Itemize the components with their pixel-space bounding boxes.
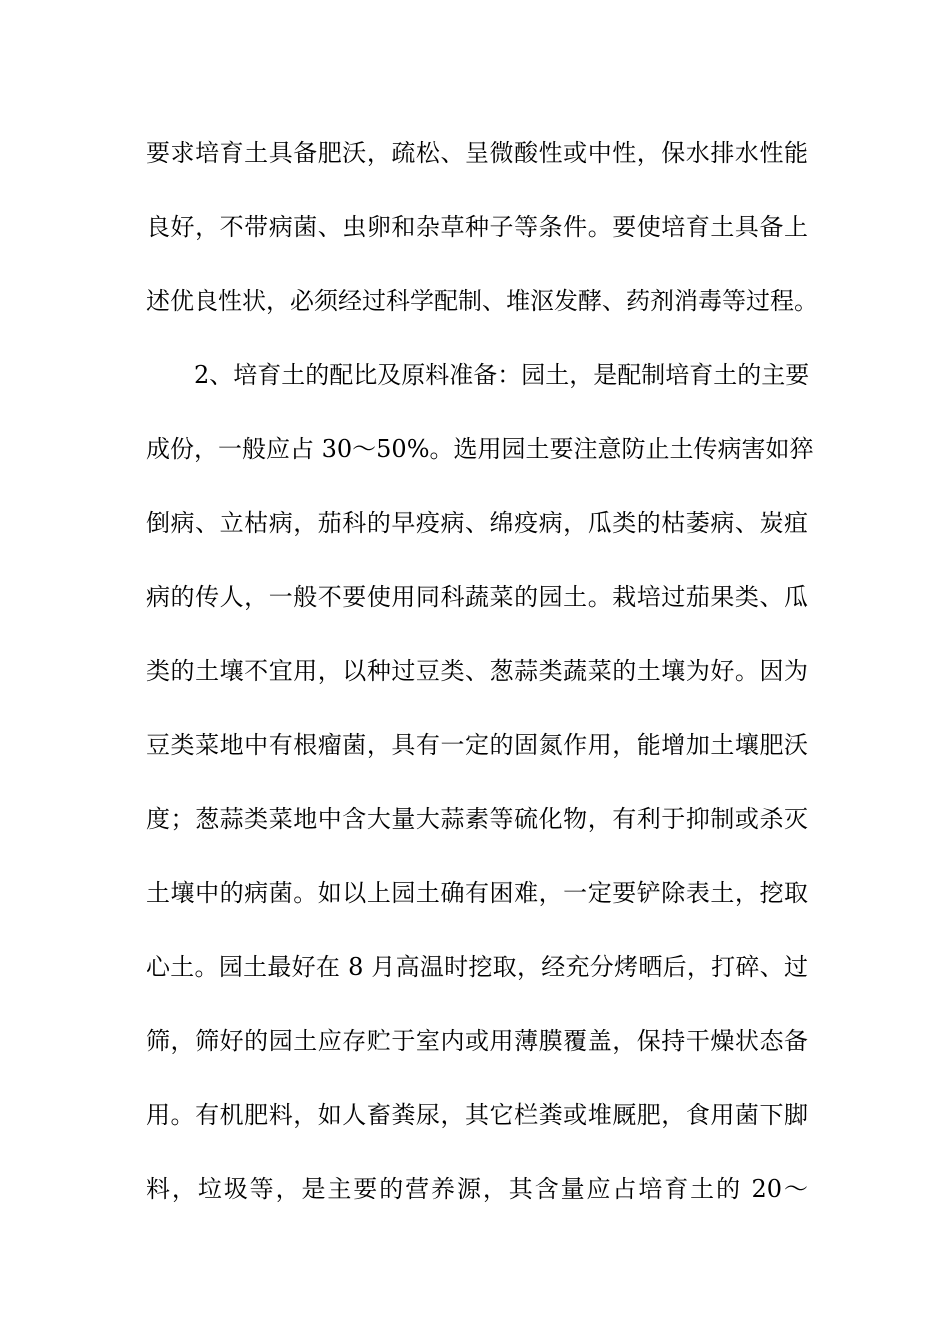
text-line: 2、培育土的配比及原料准备：园土，是配制培育土的主要 xyxy=(194,361,810,389)
text-line: 倒病、立枯病，茄科的早疫病、绵疫病，瓜类的枯萎病、炭疽 xyxy=(146,509,808,537)
text-line: 成份，一般应占 30～50%。选用园土要注意防止土传病害如猝 xyxy=(146,435,814,463)
text-line: 筛，筛好的园土应存贮于室内或用薄膜覆盖，保持干燥状态备 xyxy=(146,1027,808,1055)
text-line: 用。有机肥料，如人畜粪尿，其它栏粪或堆厩肥，食用菌下脚 xyxy=(146,1101,808,1129)
text-line: 病的传人，一般不要使用同科蔬菜的园土。栽培过茄果类、瓜 xyxy=(146,583,808,611)
text-line: 度；葱蒜类菜地中含大量大蒜素等硫化物，有利于抑制或杀灭 xyxy=(146,805,808,833)
text-line: 豆类菜地中有根瘤菌，具有一定的固氮作用，能增加土壤肥沃 xyxy=(146,731,808,759)
body-text xyxy=(146,128,818,1238)
text-line: 述优良性状，必须经过科学配制、堆沤发酵、药剂消毒等过程。 xyxy=(146,287,818,315)
text-line: 良好，不带病菌、虫卵和杂草种子等条件。要使培育土具备上 xyxy=(146,213,808,241)
text-line: 要求培育土具备肥沃，疏松、呈微酸性或中性，保水排水性能 xyxy=(146,139,808,167)
text-line: 料，垃圾等，是主要的营养源，其含量应占培育土的 20～ xyxy=(146,1175,808,1203)
text-line: 类的土壤不宜用，以种过豆类、葱蒜类蔬菜的土壤为好。因为 xyxy=(146,657,808,685)
text-line: 土壤中的病菌。如以上园土确有困难，一定要铲除表土，挖取 xyxy=(146,879,808,907)
text-line: 心土。园土最好在 8 月高温时挖取，经充分烤晒后，打碎、过 xyxy=(146,953,808,981)
